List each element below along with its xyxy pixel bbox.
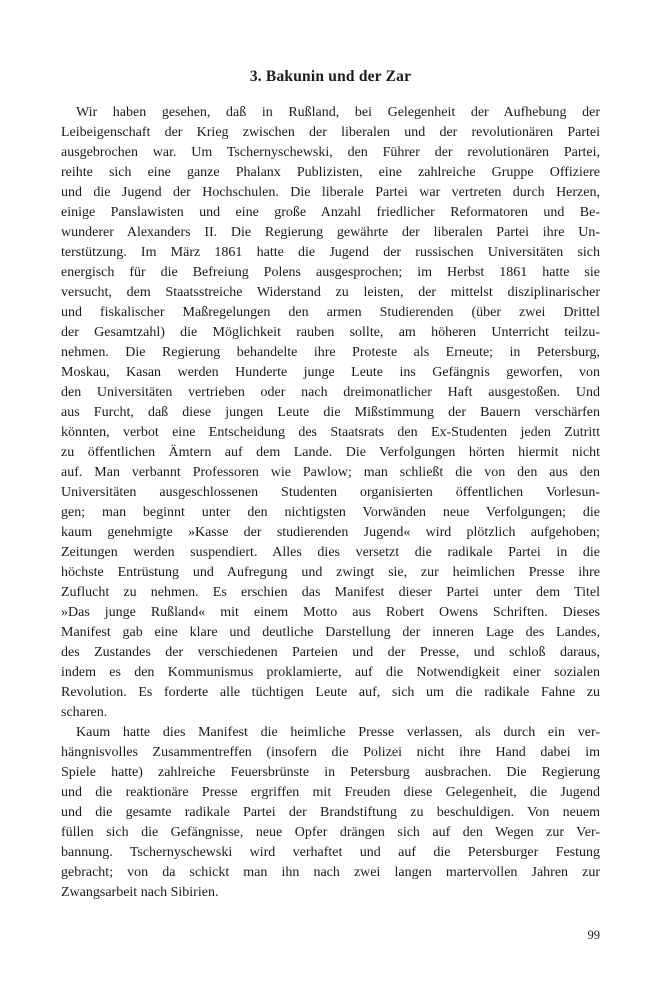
text-line: könnten, verbot eine Entscheidung des Staatsrats den Ex-Studenten jeden Zutritt — [61, 425, 600, 440]
text-line: gebracht; von da schickt man ihn nach zwei langen martervollen Jahren zur — [61, 865, 600, 880]
text-line: den Universitäten vertrieben oder nach dreimonatlicher Haft ausgestoßen. Und — [61, 385, 600, 400]
text-line: versucht, dem Staatsstreiche Widerstand zu leisten, der mittelst disziplinarischer — [61, 285, 600, 300]
page-body — [61, 67, 600, 903]
text-line: bannung. Tschernyschewski wird verhaftet und auf die Petersburger Festung — [61, 845, 600, 860]
paragraph — [61, 103, 600, 723]
text-line: terstützung. Im März 1861 hatte die Jugend der russischen Universitäten sich — [61, 245, 600, 260]
text-line: indem es den Kommunismus proklamierte, auf die Notwendigkeit einer sozialen — [61, 665, 600, 680]
text-line: der Gesamtzahl) die Möglichkeit rauben sollte, am höheren Unterricht teilzu- — [61, 325, 600, 340]
text-line: Manifest gab eine klare und deutliche Darstellung der inneren Lage des Landes, — [61, 625, 600, 640]
text-line: Zwangsarbeit nach Sibirien. — [61, 885, 219, 900]
chapter-title: 3. Bakunin und der Zar — [249, 68, 412, 85]
text-line: Revolution. Es forderte alle tüchtigen Leute auf, sich um die radikale Fahne zu — [61, 685, 600, 700]
text-line: Zeitungen werden suspendiert. Alles dies versetzt die radikale Partei in die — [61, 545, 600, 560]
page-number: 99 — [587, 928, 600, 942]
text-line: ausgebrochen war. Um Tschernyschewski, den Führer der revolutionären Partei, — [61, 145, 600, 160]
text-line: und die gesamte radikale Partei der Brandstiftung zu beschuldigen. Von neuem — [61, 805, 600, 820]
text-line: reihte sich eine ganze Phalanx Publizisten, eine zahlreiche Gruppe Offiziere — [61, 165, 600, 180]
text-line: hängnisvolles Zusammentreffen (insofern die Polizei nicht ihre Hand dabei im — [61, 745, 600, 760]
text-line: Moskau, Kasan werden Hunderte junge Leute ins Gefängnis geworfen, von — [61, 365, 600, 380]
text-line: Zuflucht zu nehmen. Es erschien das Manifest dieser Partei unter dem Titel — [61, 585, 600, 600]
text-line: gen; man beginnt unter den nichtigsten Vorwänden neue Verfolgungen; die — [61, 505, 600, 520]
text-line: füllen sich die Gefängnisse, neue Opfer drängen sich auf den Wegen zur Ver- — [61, 825, 600, 840]
text-line: und die reaktionäre Presse ergriffen mit Freuden diese Gelegenheit, die Jugend — [61, 785, 600, 800]
text-line: auf. Man verbannt Professoren wie Pawlow; man schließt die von den aus den — [61, 465, 600, 480]
text-line: Universitäten ausgeschlossenen Studenten organisierten öffentlichen Vorlesun- — [61, 485, 600, 500]
text-line: Wir haben gesehen, daß in Rußland, bei Gelegenheit der Aufhebung der — [76, 105, 600, 120]
text-line: einige Panslawisten und eine große Anzahl friedlicher Reformatoren und Be- — [61, 205, 600, 220]
text-line: wunderer Alexanders II. Die Regierung gewährte der liberalen Partei ihre Un- — [61, 225, 600, 240]
text-line: energisch für die Befreiung Polens ausgesprochen; im Herbst 1861 hatte sie — [61, 265, 600, 280]
text-line: Spiele hatte) zahlreiche Feuersbrünste in Petersburg ausbrachen. Die Regierung — [61, 765, 600, 780]
text-line: scharen. — [61, 705, 108, 720]
text-line: zu öffentlichen Ämtern auf dem Lande. Die Verfolgungen hörten hiermit nicht — [61, 445, 600, 460]
text-line: aus Furcht, daß diese jungen Leute die Mißstimmung der Bauern verschärfen — [61, 405, 600, 420]
text-line: »Das junge Rußland« mit einem Motto aus Robert Owens Schriften. Dieses — [61, 605, 600, 620]
text-line: nehmen. Die Regierung behandelte ihre Proteste als Erneute; in Petersburg, — [61, 345, 600, 360]
paragraphs-container — [61, 103, 600, 903]
text-line: Kaum hatte dies Manifest die heimliche Presse verlassen, als durch ein ver- — [76, 725, 600, 740]
text-line: kaum genehmigte »Kasse der studierenden Jugend« wird plötzlich aufgehoben; — [61, 525, 600, 540]
text-line: und die Jugend der Hochschulen. Die liberale Partei war vertreten durch Herzen, — [61, 185, 600, 200]
text-line: Leibeigenschaft der Krieg zwischen der liberalen und der revolutionären Partei — [61, 125, 600, 140]
text-line: und fiskalischer Maßregelungen den armen Studierenden (über zwei Drittel — [61, 305, 600, 320]
text-line: höchste Entrüstung und Aufregung und zwingt sie, zur heimlichen Presse ihre — [61, 565, 600, 580]
text-line: des Zustandes der verschiedenen Parteien und der Presse, und schloß daraus, — [61, 645, 600, 660]
paragraph — [61, 723, 600, 903]
